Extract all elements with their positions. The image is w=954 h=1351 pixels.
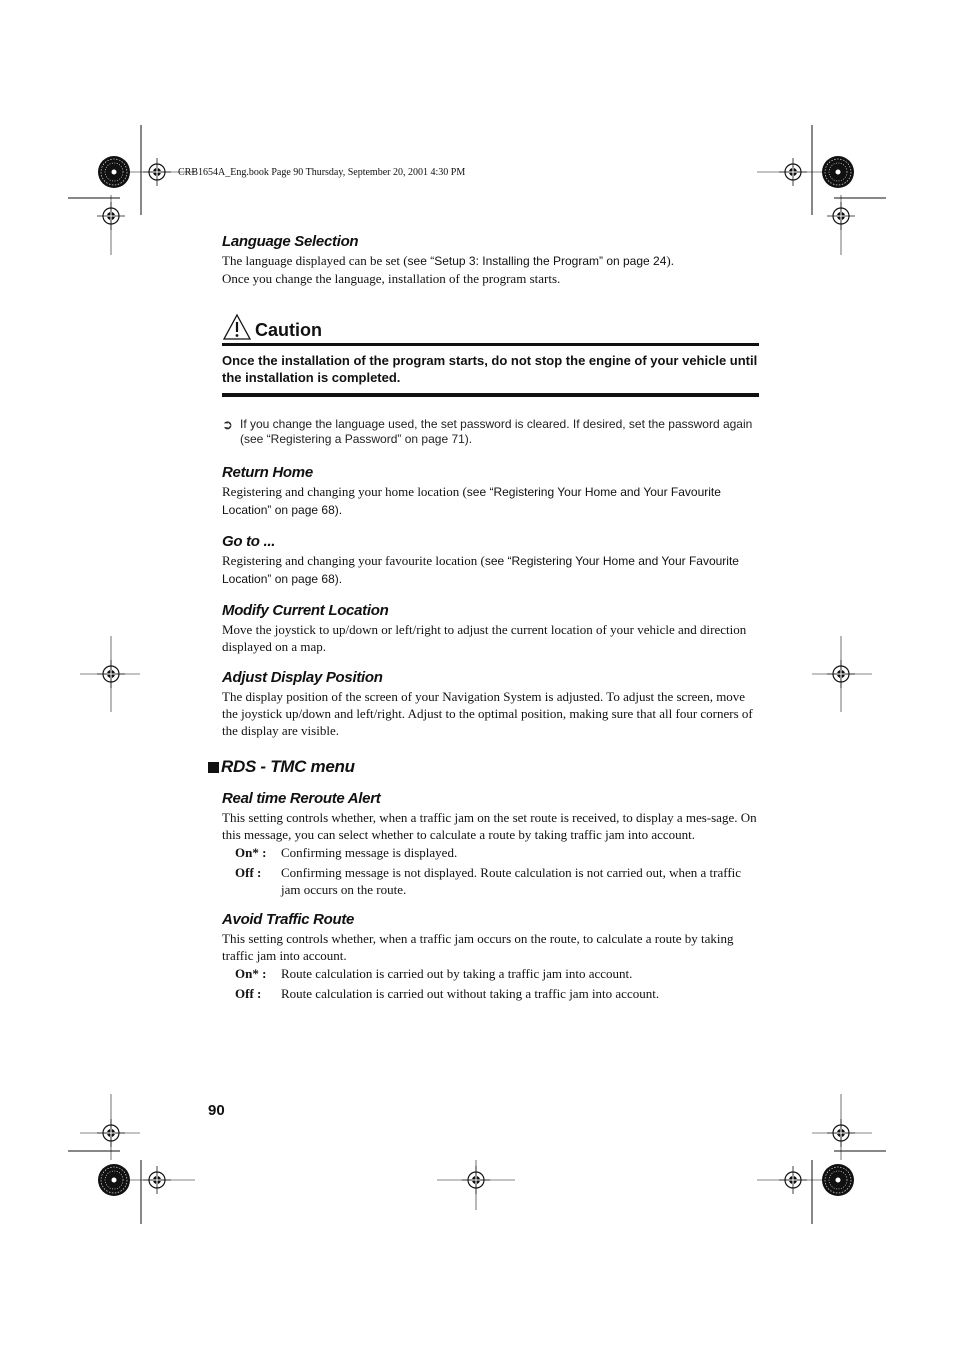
rds-tmc-menu-heading: RDS - TMC menu bbox=[208, 757, 759, 777]
avoid-traffic-heading: Avoid Traffic Route bbox=[222, 911, 355, 928]
adjust-display-body: The display position of the screen of your Navigation System is adjusted. To adjust the screen, move the joystick up/down and left/right. Adjust to the optimal position, making sure that all four corners of the display are visible. bbox=[222, 689, 753, 738]
option-row bbox=[222, 844, 759, 861]
go-to-heading: Go to ... bbox=[222, 533, 276, 550]
caution-title bbox=[222, 313, 759, 343]
note bbox=[222, 417, 759, 447]
option-key: Off : bbox=[235, 865, 262, 880]
caution-label: Caution bbox=[255, 320, 322, 340]
warning-triangle-icon bbox=[222, 313, 252, 341]
option-value: Confirming message is not displayed. Route calculation is not carried out, when a traffic jam occurs on the route. bbox=[281, 865, 742, 897]
square-bullet-icon bbox=[208, 762, 219, 773]
option-value: Route calculation is carried out by taking a traffic jam into account. bbox=[281, 966, 633, 981]
caution-bottom-rule bbox=[222, 393, 759, 397]
print-header: CRB1654A_Eng.book Page 90 Thursday, September 20, 2001 4:30 PM bbox=[178, 167, 466, 178]
language-selection-body-2: Once you change the language, installation of the program starts. bbox=[222, 271, 561, 286]
cross-reference: see “Registering Your Home and Your Favourite Location” on page 68 bbox=[222, 554, 739, 586]
adjust-display-heading: Adjust Display Position bbox=[222, 669, 383, 686]
return-home-heading: Return Home bbox=[222, 464, 313, 481]
page-content bbox=[222, 232, 759, 1002]
caution-text: Once the installation of the program starts, do not stop the engine of your vehicle until the installation is completed. bbox=[222, 353, 758, 385]
option-value: Route calculation is carried out without taking a traffic jam into account. bbox=[281, 986, 660, 1001]
language-selection-heading: Language Selection bbox=[222, 233, 359, 250]
cross-reference: see “Registering a Password” on page 71 bbox=[244, 432, 465, 446]
option-key: Off : bbox=[235, 986, 262, 1001]
language-selection-body: The language displayed can be set (see “Setup 3: Installing the Program” on page 24). bbox=[222, 253, 674, 268]
reroute-alert-body: This setting controls whether, when a traffic jam on the set route is received, to display a mes-sage. On this message, you can select whether to calculate a route by taking traffic jam into account. bbox=[222, 810, 757, 842]
modify-location-heading: Modify Current Location bbox=[222, 602, 389, 619]
go-to-body: Registering and changing your favourite location (see “Registering Your Home and Your Favourite Location” on page 68). bbox=[222, 553, 739, 586]
cross-reference: see “Setup 3: Installing the Program” on page 24 bbox=[407, 254, 667, 268]
option-key: On* : bbox=[235, 845, 267, 860]
cross-reference: see “Registering Your Home and Your Favourite Location” on page 68 bbox=[222, 485, 721, 517]
option-value: Confirming message is displayed. bbox=[281, 845, 458, 860]
option-row bbox=[222, 864, 759, 898]
page-number: 90 bbox=[208, 1102, 225, 1119]
option-row bbox=[222, 985, 759, 1002]
note-arrow-icon: ➲ bbox=[222, 417, 233, 432]
note-text: If you change the language used, the set password is cleared. If desired, set the password again (see “Registering a Password” on page 71). bbox=[240, 417, 753, 446]
return-home-body: Registering and changing your home location (see “Registering Your Home and Your Favourite Location” on page 68). bbox=[222, 484, 721, 517]
option-key: On* : bbox=[235, 966, 267, 981]
modify-location-body: Move the joystick to up/down or left/right to adjust the current location of your vehicle and direction displayed on a map. bbox=[222, 622, 747, 654]
reroute-alert-heading: Real time Reroute Alert bbox=[222, 790, 381, 807]
option-row bbox=[222, 965, 759, 982]
caution-box bbox=[222, 313, 759, 397]
avoid-traffic-body: This setting controls whether, when a traffic jam occurs on the route, to calculate a route by taking traffic jam into account. bbox=[222, 931, 734, 963]
